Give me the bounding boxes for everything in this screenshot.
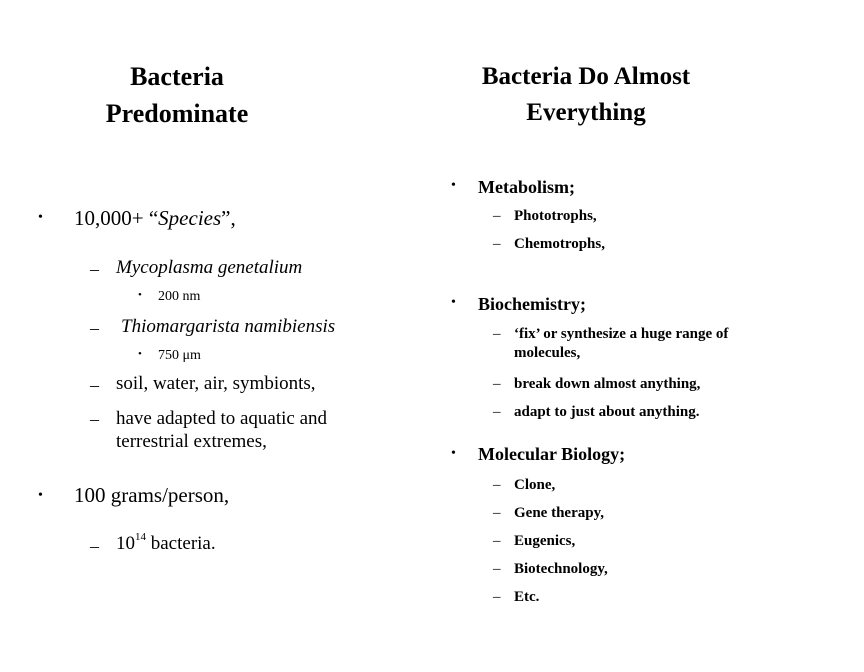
dash-icon: – [493, 404, 501, 420]
dash-icon: – [493, 505, 501, 521]
dash-icon: – [493, 477, 501, 493]
right-heading-metabolism: Metabolism; [478, 177, 575, 197]
bullet-icon: • [38, 210, 43, 225]
right-item-etc: Etc. [514, 589, 540, 605]
dash-icon: – [493, 208, 501, 224]
left-item-mass: 100 grams/person, [74, 483, 230, 507]
left-sub-mycoplasma: Mycoplasma genetalium [116, 257, 303, 278]
bullet-icon: • [451, 446, 456, 461]
left-sub-habitats: soil, water, air, symbionts, [116, 373, 316, 394]
right-heading-biochemistry: Biochemistry; [478, 294, 586, 314]
species-prefix: 10,000+ “ [74, 206, 159, 230]
dash-icon: – [493, 326, 501, 342]
right-title-line-2: Everything [526, 99, 646, 126]
right-item-clone: Clone, [514, 477, 556, 493]
right-item-gene-therapy: Gene therapy, [514, 505, 604, 521]
left-sub-mycoplasma-size: 200 nm [158, 289, 201, 304]
bullet-icon: • [451, 295, 456, 310]
right-title [446, 59, 726, 131]
bullet-icon: • [451, 178, 456, 193]
left-item-species [74, 206, 236, 231]
right-item-synthesize-line-1: ‘fix’ or synthesize a huge range of [514, 326, 729, 342]
dash-icon: – [90, 409, 99, 429]
dash-icon: – [90, 259, 99, 279]
dash-icon: – [493, 376, 501, 392]
count-suffix: bacteria. [146, 533, 216, 554]
right-item-synthesize [514, 325, 728, 363]
left-sub-adapted-line-2: terrestrial extremes, [116, 431, 267, 452]
right-item-phototrophs: Phototrophs, [514, 208, 597, 224]
bullet-icon: • [138, 348, 142, 360]
right-item-chemotrophs: Chemotrophs, [514, 236, 605, 252]
species-italic: Species [158, 206, 222, 230]
species-suffix: ”, [221, 206, 236, 230]
left-sub-thiomargarista-size: 750 μm [158, 348, 201, 363]
bullet-icon: • [138, 289, 142, 301]
dash-icon: – [90, 536, 99, 556]
left-sub-thiomargarista: Thiomargarista namibiensis [121, 316, 336, 337]
left-title-line-2: Predominate [105, 99, 249, 128]
dash-icon: – [90, 318, 99, 338]
dash-icon: – [90, 375, 99, 395]
right-item-break-down: break down almost anything, [514, 376, 701, 392]
left-sub-adapted-line-1: have adapted to aquatic and [116, 408, 328, 429]
count-base: 10 [116, 533, 135, 554]
right-title-line-1: Bacteria Do Almost [481, 63, 691, 90]
left-sub-adapted [116, 407, 327, 453]
bullet-icon: • [38, 488, 43, 503]
dash-icon: – [493, 236, 501, 252]
right-item-biotechnology: Biotechnology, [514, 561, 608, 577]
right-item-eugenics: Eugenics, [514, 533, 576, 549]
dash-icon: – [493, 589, 501, 605]
left-sub-count [116, 533, 216, 555]
right-heading-molecular-biology: Molecular Biology; [478, 444, 626, 464]
right-item-adapt: adapt to just about anything. [514, 404, 700, 420]
dash-icon: – [493, 533, 501, 549]
right-item-synthesize-line-2: molecules, [514, 345, 581, 361]
left-title [62, 58, 292, 132]
count-exponent: 14 [135, 531, 146, 543]
left-title-line-1: Bacteria [130, 62, 224, 91]
dash-icon: – [493, 561, 501, 577]
